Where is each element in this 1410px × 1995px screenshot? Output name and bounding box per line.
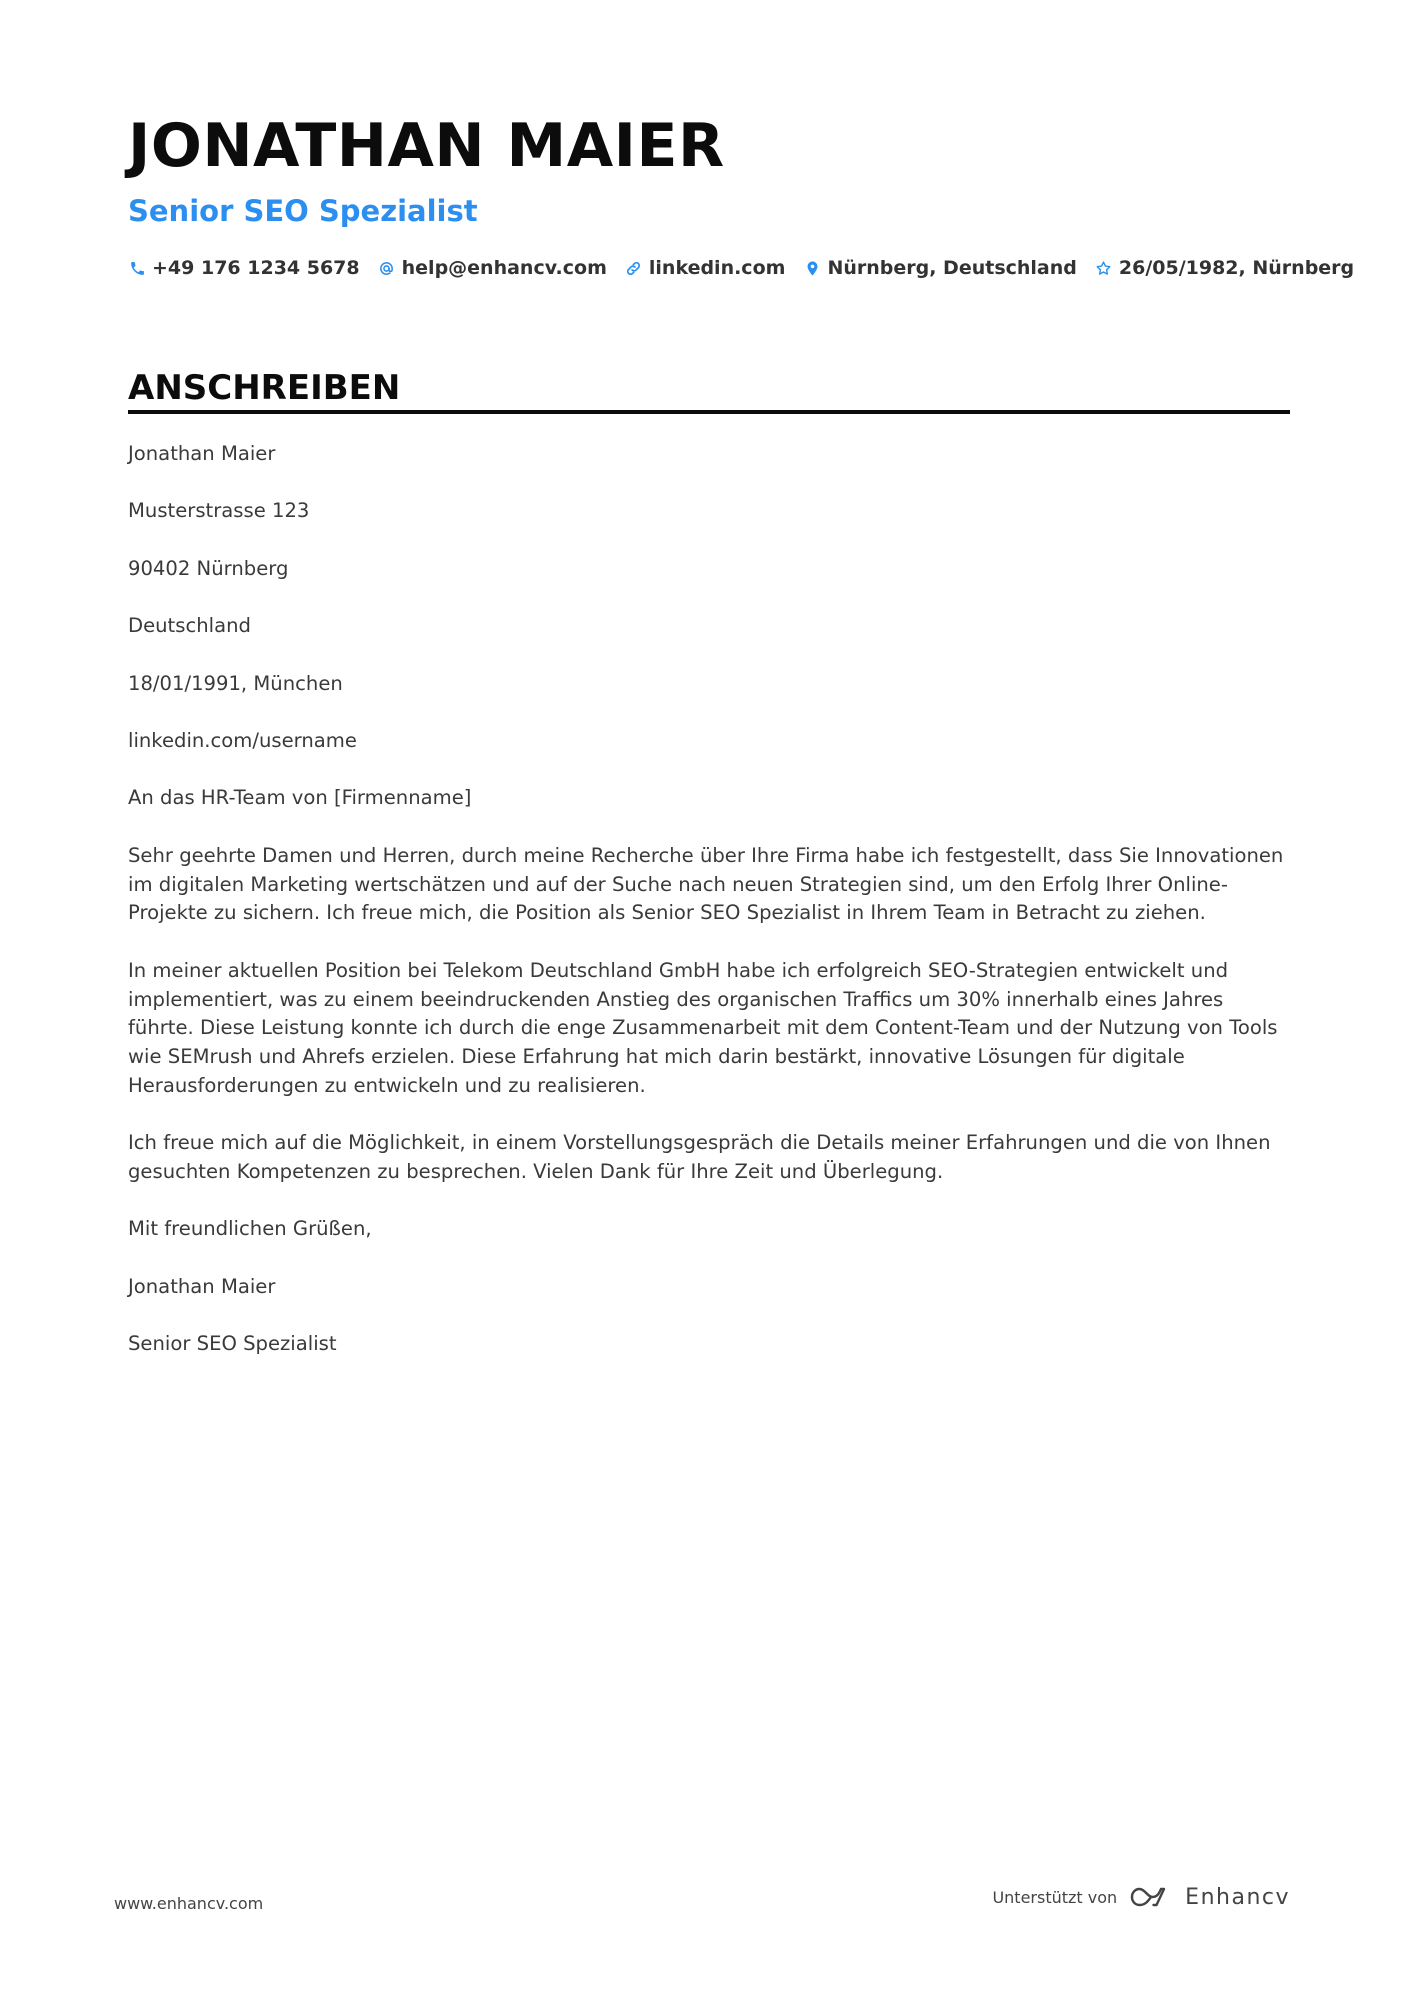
contact-bar (128, 254, 1372, 282)
candidate-name: JONATHAN MAIER (128, 111, 725, 181)
contact-phone (128, 257, 360, 279)
enhancv-logo-icon (1129, 1884, 1175, 1910)
contact-birth-text: 26/05/1982, Nürnberg (1118, 257, 1355, 279)
sender-country: Deutschland (128, 614, 251, 638)
powered-by-text: Unterstützt von (992, 1887, 1118, 1907)
paragraph-experience: In meiner aktuellen Position bei Telekom Deutschland GmbH habe ich erfolgreich SEO-Strategien entwickelt und implementiert, was zu einem beeindruckenden Anstieg des organischen Traffics um 30% innerhalb eines Jahres führte. Diese Leistung konnte ich durch die enge Zusammenarbeit mit dem Content-Team und der Nutzung von Tools wie SEMrush und Ahrefs erzielen. Diese Erfahrung hat mich darin bestärkt, innovative Lösungen für digitale Herausforderungen zu entwickeln und zu realisieren. (128, 958, 1278, 1097)
signature-title: Senior SEO Spezialist (128, 1332, 337, 1356)
sender-birth: 18/01/1991, München (128, 671, 343, 695)
link-icon (625, 259, 643, 277)
sender-name: Jonathan Maier (128, 442, 276, 465)
footer-website[interactable]: www.enhancv.com (114, 1894, 264, 1913)
at-icon (378, 259, 396, 277)
contact-location (803, 257, 1076, 279)
section-heading: ANSCHREIBEN (128, 368, 401, 408)
sender-linkedin: linkedin.com/username (128, 728, 357, 752)
paragraph-closing: Ich freue mich auf die Möglichkeit, in einem Vorstellungsgespräch die Details meiner Erfahrungen und die von Ihnen gesuchten Kompetenzen zu besprechen. Vielen Dank für Ihre Zeit und Überlegung. (128, 1131, 1271, 1184)
location-pin-icon (803, 259, 821, 277)
contact-phone-text: +49 176 1234 5678 (152, 257, 360, 279)
contact-email[interactable] (378, 257, 607, 279)
phone-icon (128, 259, 146, 277)
contact-birth (1095, 257, 1354, 279)
sender-city: 90402 Nürnberg (128, 556, 289, 580)
salutation: Mit freundlichen Grüßen, (128, 1217, 372, 1241)
contact-linkedin[interactable] (625, 257, 786, 279)
footer-branding[interactable] (992, 1884, 1290, 1910)
paragraph-intro: Sehr geehrte Damen und Herren, durch meine Recherche über Ihre Firma habe ich festgestellt, dass Sie Innovationen im digitalen Marketing wertschätzen und auf der Suche nach neuen Strategien sind, um den Erfolg Ihrer Online-Projekte zu sichern. Ich freue mich, die Position als Senior SEO Spezialist in Ihrem Team in Betracht zu ziehen. (128, 843, 1284, 925)
brand-name: Enhancv (1185, 1884, 1290, 1910)
contact-location-text: Nürnberg, Deutschland (827, 257, 1077, 279)
candidate-title: Senior SEO Spezialist (128, 194, 478, 228)
signature-name: Jonathan Maier (128, 1274, 276, 1298)
star-icon (1095, 259, 1113, 277)
letter-body (128, 440, 1293, 1388)
recipient: An das HR-Team von [Firmenname] (128, 786, 472, 810)
contact-linkedin-text: linkedin.com (648, 257, 786, 279)
contact-email-text: help@enhancv.com (401, 257, 607, 279)
sender-street: Musterstrasse 123 (128, 499, 310, 523)
section-divider (128, 410, 1290, 414)
